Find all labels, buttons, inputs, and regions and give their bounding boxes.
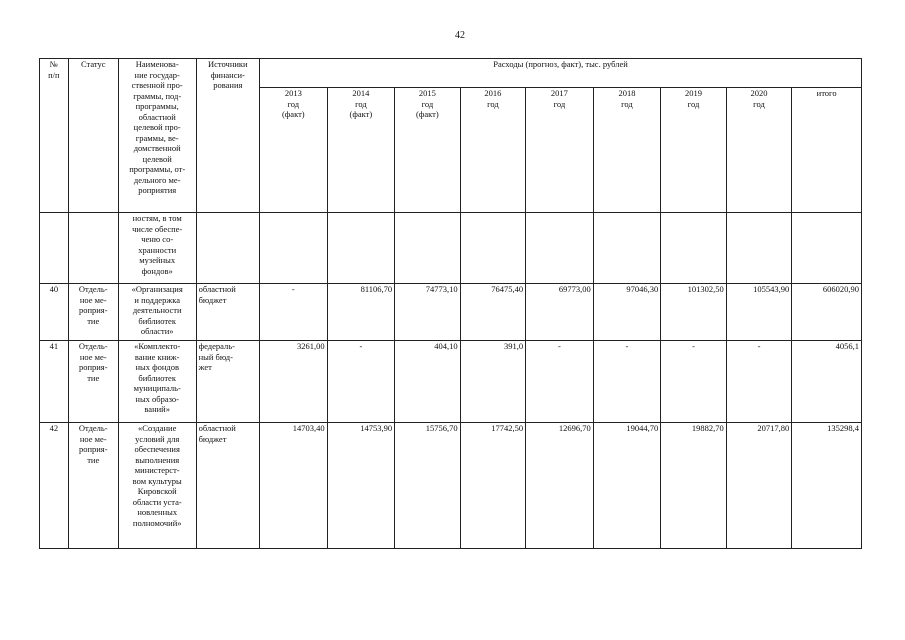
cell-value: - bbox=[661, 341, 727, 423]
cell-value: - bbox=[726, 341, 792, 423]
cell-value bbox=[661, 213, 727, 284]
budget-table bbox=[39, 58, 862, 549]
cell-name: «Организация и поддержка деятельности библиотек области» bbox=[118, 284, 196, 341]
cell-num: 42 bbox=[40, 423, 69, 549]
cell-status: Отдель- ное ме- роприя- тие bbox=[68, 423, 118, 549]
cell-status bbox=[68, 213, 118, 284]
cell-total: 4056,1 bbox=[792, 341, 862, 423]
cell-value: - bbox=[593, 341, 661, 423]
cell-value: 17742,50 bbox=[460, 423, 526, 549]
cell-value bbox=[460, 213, 526, 284]
cell-value: - bbox=[526, 341, 594, 423]
cell-value bbox=[792, 213, 862, 284]
cell-value: 97046,30 bbox=[593, 284, 661, 341]
header-year-2018: 2018 год bbox=[593, 88, 661, 213]
cell-num: 40 bbox=[40, 284, 69, 341]
cell-total: 135298,4 bbox=[792, 423, 862, 549]
cell-value bbox=[260, 213, 328, 284]
cell-num: 41 bbox=[40, 341, 69, 423]
cell-value bbox=[327, 213, 395, 284]
header-row bbox=[40, 59, 862, 88]
cell-value: - bbox=[260, 284, 328, 341]
table-row-continuation bbox=[40, 213, 862, 284]
cell-source: федераль- ный бюд- жет bbox=[196, 341, 259, 423]
cell-value: 12696,70 bbox=[526, 423, 594, 549]
cell-value bbox=[526, 213, 594, 284]
cell-value: 74773,10 bbox=[395, 284, 461, 341]
table-row bbox=[40, 423, 862, 549]
header-year-2016: 2016 год bbox=[460, 88, 526, 213]
table-row bbox=[40, 341, 862, 423]
header-status: Статус bbox=[68, 59, 118, 213]
cell-source: областной бюджет bbox=[196, 423, 259, 549]
cell-total: 606020,90 bbox=[792, 284, 862, 341]
cell-value: 3261,00 bbox=[260, 341, 328, 423]
cell-value: 105543,90 bbox=[726, 284, 792, 341]
cell-value bbox=[395, 213, 461, 284]
header-year-2013: 2013 год (факт) bbox=[260, 88, 328, 213]
header-year-2015: 2015 год (факт) bbox=[395, 88, 461, 213]
cell-source: областной бюджет bbox=[196, 284, 259, 341]
cell-value: 14703,40 bbox=[260, 423, 328, 549]
table-row bbox=[40, 284, 862, 341]
cell-value: 81106,70 bbox=[327, 284, 395, 341]
cell-source bbox=[196, 213, 259, 284]
header-expenses: Расходы (прогноз, факт), тыс. рублей bbox=[260, 59, 862, 88]
cell-value: 19044,70 bbox=[593, 423, 661, 549]
header-year-2019: 2019 год bbox=[661, 88, 727, 213]
cell-value: 101302,50 bbox=[661, 284, 727, 341]
cell-name: «Комплекто- вание книж- ных фондов библиотек муниципаль- ных образо- ваний» bbox=[118, 341, 196, 423]
cell-value: 391,0 bbox=[460, 341, 526, 423]
cell-value bbox=[726, 213, 792, 284]
header-source: Источники финанси- рования bbox=[196, 59, 259, 213]
cell-value: 19882,70 bbox=[661, 423, 727, 549]
cell-value: 15756,70 bbox=[395, 423, 461, 549]
header-num: № п/п bbox=[40, 59, 69, 213]
header-year-2020: 2020 год bbox=[726, 88, 792, 213]
header-year-2014: 2014 год (факт) bbox=[327, 88, 395, 213]
cell-value: 76475,40 bbox=[460, 284, 526, 341]
header-total: итого bbox=[792, 88, 862, 213]
header-year-2017: 2017 год bbox=[526, 88, 594, 213]
page-number: 42 bbox=[455, 30, 465, 41]
cell-value: - bbox=[327, 341, 395, 423]
header-name: Наименова- ние государ- ственной про- граммы, под- программы, областной целевой про- граммы, ве- домственной целевой программы, от- дельного ме- роприятия bbox=[118, 59, 196, 213]
cell-value: 404,10 bbox=[395, 341, 461, 423]
cell-value: 20717,80 bbox=[726, 423, 792, 549]
cell-value bbox=[593, 213, 661, 284]
cell-num bbox=[40, 213, 69, 284]
cell-value: 69773,00 bbox=[526, 284, 594, 341]
cell-name: ностям, в том числе обеспе- ченю со- хранности музейных фондов» bbox=[118, 213, 196, 284]
cell-value: 14753,90 bbox=[327, 423, 395, 549]
cell-status: Отдель- ное ме- роприя- тие bbox=[68, 341, 118, 423]
cell-name: «Создание условий для обеспечения выполнения министерст- вом культуры Кировской области уста- новленных полномочий» bbox=[118, 423, 196, 549]
cell-status: Отдель- ное ме- роприя- тие bbox=[68, 284, 118, 341]
